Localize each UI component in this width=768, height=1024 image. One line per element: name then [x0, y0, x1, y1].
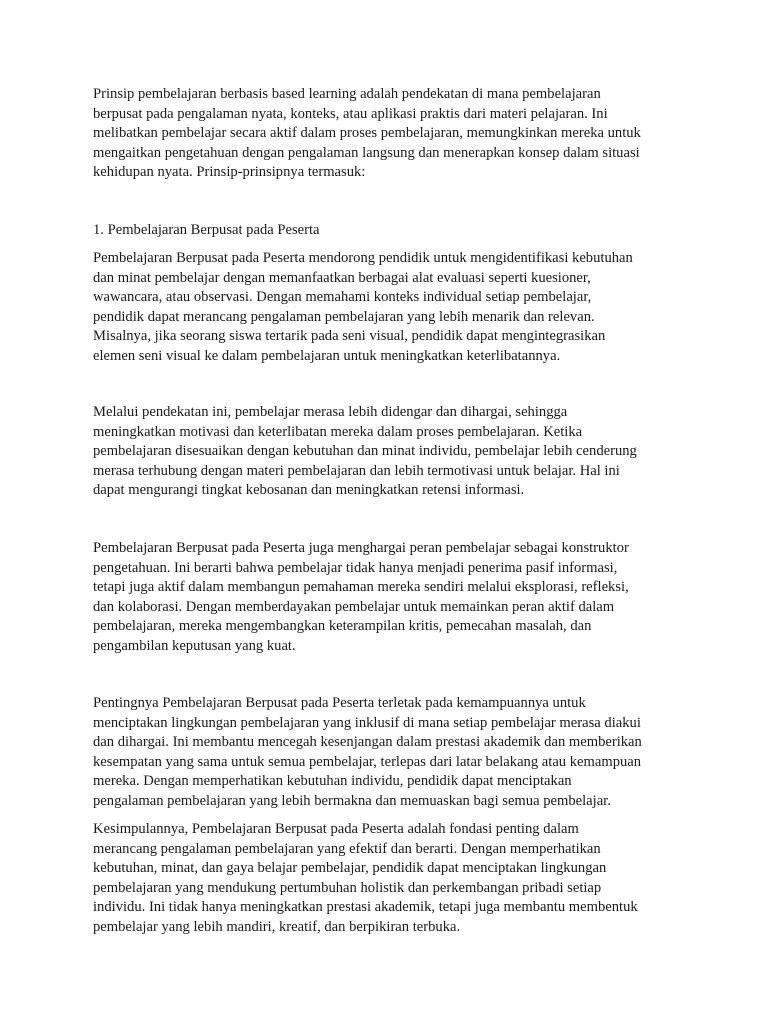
body-paragraph-4: Pentingnya Pembelajaran Berpusat pada Peserta terletak pada kemampuannya untuk menciptakan lingkungan pembelajaran yang inklusif di mana setiap pembelajar merasa diakui dan dihargai. Ini membantu mencegah kesenjangan dalam prestasi akademik dan memberikan kesempatan yang sama untuk semua pembelajar, terlepas dari latar belakang atau kemampuan mereka. Dengan memperhatikan kebutuhan individu, pendidik dapat menciptakan pengalaman pembelajaran yang lebih bermakna dan memuaskan bagi semua pembelajar.: [93, 695, 642, 809]
intro-paragraph: Prinsip pembelajaran berbasis based learning adalah pendekatan di mana pembelajaran berpusat pada pengalaman nyata, konteks, atau aplikasi praktis dari materi pelajaran. Ini melibatkan pembelajar secara aktif dalam proses pembelajaran, memungkinkan mereka untuk mengaitkan pengetahuan dengan pengalaman langsung dan menerapkan konsep dalam situasi kehidupan nyata. Prinsip-prinsipnya termasuk:: [93, 86, 641, 180]
body-paragraph-3: Pembelajaran Berpusat pada Peserta juga menghargai peran pembelajar sebagai konstruktor pengetahuan. Ini berarti bahwa pembelajar tidak hanya menjadi penerima pasif informasi, tetapi juga aktif dalam membangun pemahaman mereka sendiri melalui eksplorasi, refleksi, dan kolaborasi. Dengan memberdayakan pembelajar untuk memainkan peran aktif dalam pembelajaran, mereka mengembangkan keterampilan kritis, pemecahan masalah, dan pengambilan keputusan yang kuat.: [93, 540, 629, 654]
section-heading: 1. Pembelajaran Berpusat pada Peserta: [93, 222, 320, 238]
conclusion-paragraph: Kesimpulannya, Pembelajaran Berpusat pada Peserta adalah fondasi penting dalam merancang pengalaman pembelajaran yang efektif dan berarti. Dengan memperhatikan kebutuhan, minat, dan gaya belajar pembelajar, pendidik dapat menciptakan lingkungan pembelajaran yang mendukung pertumbuhan holistik dan perkembangan pribadi setiap individu. Ini tidak hanya meningkatkan prestasi akademik, tetapi juga membantu membentuk pembelajar yang lebih mandiri, kreatif, dan berpikiran terbuka.: [93, 821, 638, 935]
body-paragraph-2: Melalui pendekatan ini, pembelajar merasa lebih didengar dan dihargai, sehingga meningkatkan motivasi dan keterlibatan mereka dalam proses pembelajaran. Ketika pembelajaran disesuaikan dengan kebutuhan dan minat individu, pembelajar lebih cenderung merasa terhubung dengan materi pembelajaran dan lebih termotivasi untuk belajar. Hal ini dapat mengurangi tingkat kebosanan dan meningkatkan retensi informasi.: [93, 404, 637, 498]
body-paragraph-1: Pembelajaran Berpusat pada Peserta mendorong pendidik untuk mengidentifikasi kebutuhan dan minat pembelajar dengan memanfaatkan berbagai alat evaluasi seperti kuesioner, wawancara, atau observasi. Dengan memahami konteks individual setiap pembelajar, pendidik dapat merancang pengalaman pembelajaran yang lebih menarik dan relevan. Misalnya, jika seorang siswa tertarik pada seni visual, pendidik dapat mengintegrasikan elemen seni visual ke dalam pembelajaran untuk meningkatkan keterlibatannya.: [93, 250, 633, 364]
